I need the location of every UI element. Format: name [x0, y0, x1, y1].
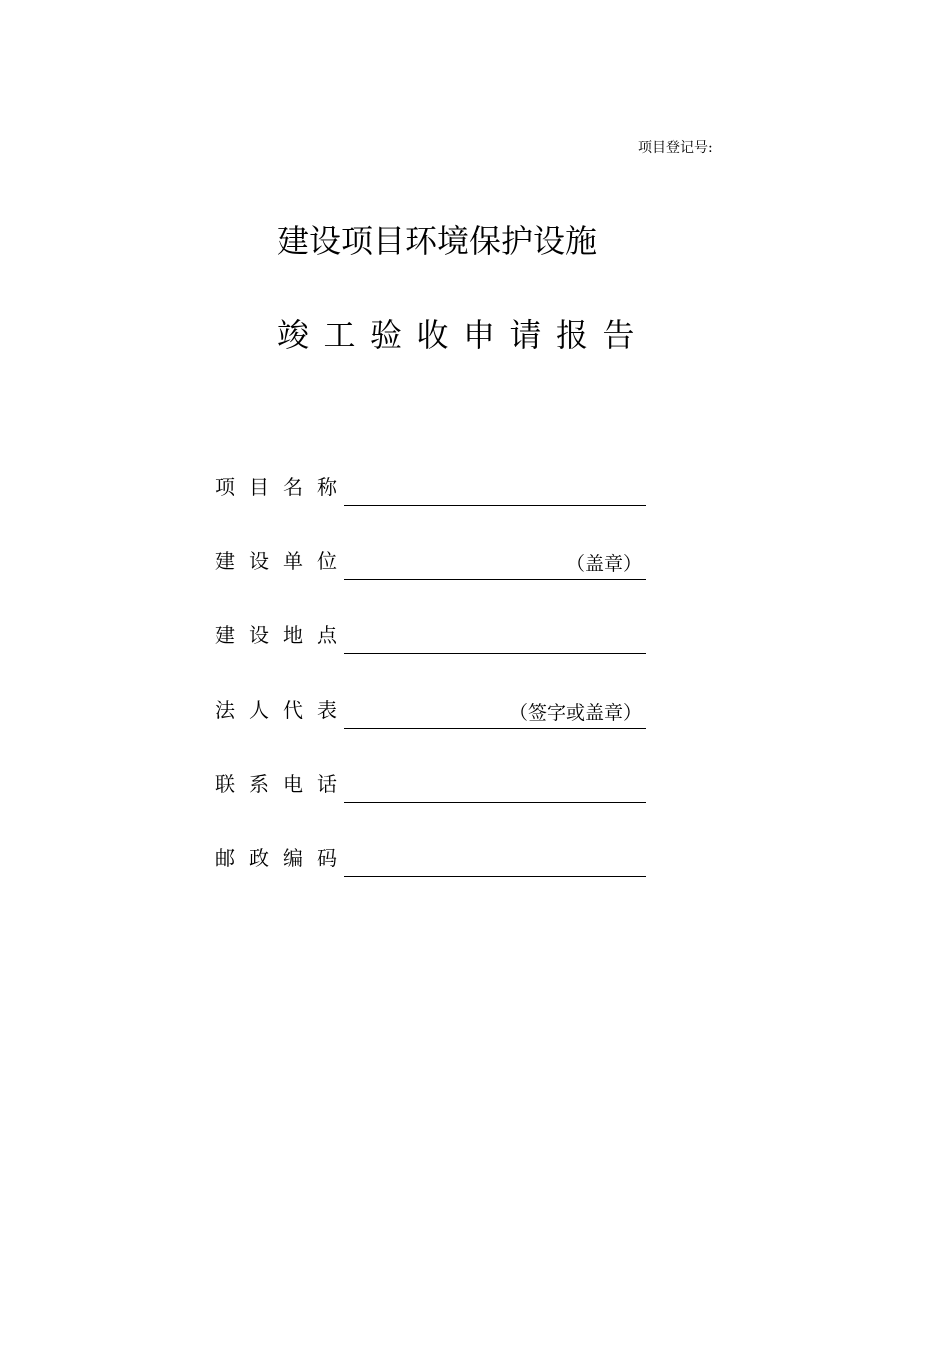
- label-char: 建: [215, 549, 235, 573]
- label-char: 法: [215, 698, 235, 722]
- seal-hint: （盖章）: [565, 553, 642, 575]
- signature-hint: （签字或盖章）: [508, 702, 642, 724]
- title-char: 申: [463, 316, 496, 354]
- label-char: 联: [215, 772, 235, 796]
- label-char: 邮: [215, 846, 235, 870]
- field-construction-unit: [215, 546, 647, 580]
- label-char: 政: [249, 846, 269, 870]
- label-char: 设: [249, 623, 269, 647]
- report-title-line-2: [277, 310, 649, 356]
- label-char: 人: [249, 698, 269, 722]
- label-char: 建: [215, 623, 235, 647]
- field-construction-site-label: [215, 619, 351, 648]
- field-legal-representative-label: [215, 694, 351, 723]
- label-char: 表: [317, 698, 337, 722]
- label-char: 话: [317, 772, 337, 796]
- registration-number-label: 项目登记号:: [638, 140, 713, 156]
- title-char: 收: [416, 316, 449, 354]
- label-char: 目: [249, 475, 269, 499]
- field-contact-phone-label: [215, 768, 351, 797]
- title-char: 报: [556, 316, 589, 354]
- title-char: 竣: [277, 316, 310, 354]
- label-char: 代: [283, 698, 303, 722]
- project-name-input-line[interactable]: [344, 483, 646, 506]
- label-char: 称: [317, 475, 337, 499]
- title-char: 工: [323, 316, 356, 354]
- field-legal-representative: [215, 695, 647, 729]
- title-char: 请: [509, 316, 542, 354]
- field-postal-code-label: [215, 842, 351, 871]
- legal-representative-input-line[interactable]: [344, 702, 646, 729]
- label-char: 单: [283, 549, 303, 573]
- label-char: 码: [317, 846, 337, 870]
- label-char: 点: [317, 623, 337, 647]
- label-char: 地: [283, 623, 303, 647]
- label-char: 位: [317, 549, 337, 573]
- label-char: 项: [215, 475, 235, 499]
- title-char: 告: [602, 316, 635, 354]
- label-char: 编: [283, 846, 303, 870]
- label-char: 电: [283, 772, 303, 796]
- field-construction-site: [215, 620, 647, 654]
- title-char: 验: [370, 316, 403, 354]
- label-char: 名: [283, 475, 303, 499]
- field-postal-code: [215, 843, 647, 877]
- postal-code-input-line[interactable]: [344, 854, 646, 877]
- field-contact-phone: [215, 769, 647, 803]
- report-title-line-1: 建设项目环境保护设施: [277, 222, 598, 260]
- field-construction-unit-label: [215, 545, 351, 574]
- construction-site-input-line[interactable]: [344, 631, 646, 654]
- label-char: 系: [249, 772, 269, 796]
- field-project-name: [215, 472, 647, 506]
- label-char: 设: [249, 549, 269, 573]
- field-project-name-label: [215, 471, 351, 500]
- construction-unit-input-line[interactable]: [344, 553, 646, 580]
- contact-phone-input-line[interactable]: [344, 780, 646, 803]
